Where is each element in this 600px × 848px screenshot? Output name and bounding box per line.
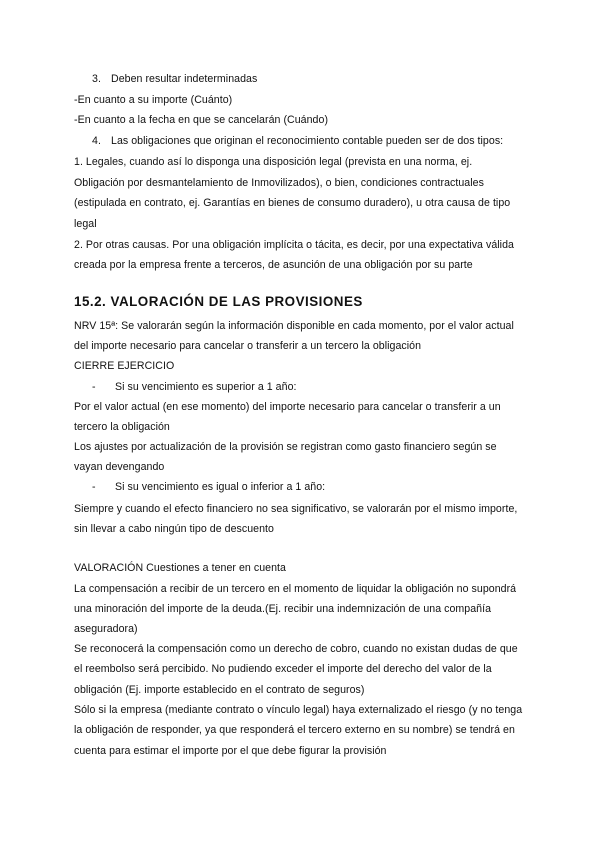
paragraph-line: legal [74,218,97,230]
paragraph-line: NRV 15ª: Se valorarán según la información disponible en cada momento, por el valor actual [74,320,514,332]
paragraph-line: Sólo si la empresa (mediante contrato o vínculo legal) haya externalizado el riesgo (y no tenga [74,704,523,716]
bullet-item-2 [92,480,325,494]
paragraph-line: 1. Legales, cuando así lo disponga una disposición legal (prevista en una norma, ej. [74,156,473,168]
bullet-item-1 [92,380,297,394]
paragraph-line: Por el valor actual (en ese momento) del importe necesario para cancelar o transferir a un [74,401,501,413]
bullet-text: Si su vencimiento es igual o inferior a 1 año: [115,481,326,493]
paragraph-line: Se reconocerá la compensación como un derecho de cobro, cuando no existan dudas de que [74,643,518,655]
paragraph-line: La compensación a recibir de un tercero en el momento de liquidar la obligación no supondrá [74,583,517,595]
paragraph-line: creada por la empresa frente a terceros, de asunción de una obligación por su parte [74,259,473,271]
bullet-dash: - [92,481,96,493]
section-title: 15.2. VALORACIÓN DE LAS PROVISIONES [74,294,363,309]
list-item-3 [92,72,257,86]
paragraph-line: del importe necesario para cancelar o transferir a un tercero la obligación [74,340,422,352]
list-number: 3. [92,73,101,85]
paragraph-line: Los ajustes por actualización de la provisión se registran como gasto financiero según se [74,441,497,453]
paragraph-line: Siempre y cuando el efecto financiero no sea significativo, se valorarán por el mismo importe, [74,503,518,515]
bullet-text: Si su vencimiento es superior a 1 año: [115,381,297,393]
cierre-title: CIERRE EJERCICIO [74,360,175,372]
list-text: Las obligaciones que originan el reconocimiento contable pueden ser de dos tipos: [111,135,504,147]
paragraph-line: aseguradora) [74,623,138,635]
paragraph-line: cuenta para estimar el importe por el que debe figurar la provisión [74,745,387,757]
paragraph-line: una minoración del importe de la deuda.(Ej. recibir una indemnización de una compañía [74,603,492,615]
list-number: 4. [92,135,101,147]
fecha-line: -En cuanto a la fecha en que se cancelarán (Cuándo) [74,114,329,126]
bullet-dash: - [92,381,96,393]
paragraph-line: vayan devengando [74,461,165,473]
paragraph-line: Obligación por desmantelamiento de Inmovilizados), o bien, condiciones contractuales [74,177,484,189]
paragraph-line: sin llevar a cabo ningún tipo de descuento [74,523,274,535]
list-text: Deben resultar indeterminadas [111,73,258,85]
valoracion-title: VALORACIÓN Cuestiones a tener en cuenta [74,562,286,574]
paragraph-line: obligación (Ej. importe establecido en el contrato de seguros) [74,684,365,696]
paragraph-line: (estipulada en contrato, ej. Garantías en bienes de consumo duradero), u otra causa de tipo [74,197,511,209]
paragraph-line: 2. Por otras causas. Por una obligación implícita o tácita, es decir, por una expectativa válida [74,239,514,251]
importe-line: -En cuanto a su importe (Cuánto) [74,94,233,106]
paragraph-line: la obligación de responder, ya que responderá el tercero externo en su nombre) se tendrá en [74,724,515,736]
list-item-4 [92,134,503,148]
paragraph-line: tercero la obligación [74,421,170,433]
paragraph-line: el reembolso será percibido. No pudiendo exceder el importe del derecho del valor de la [74,663,492,675]
